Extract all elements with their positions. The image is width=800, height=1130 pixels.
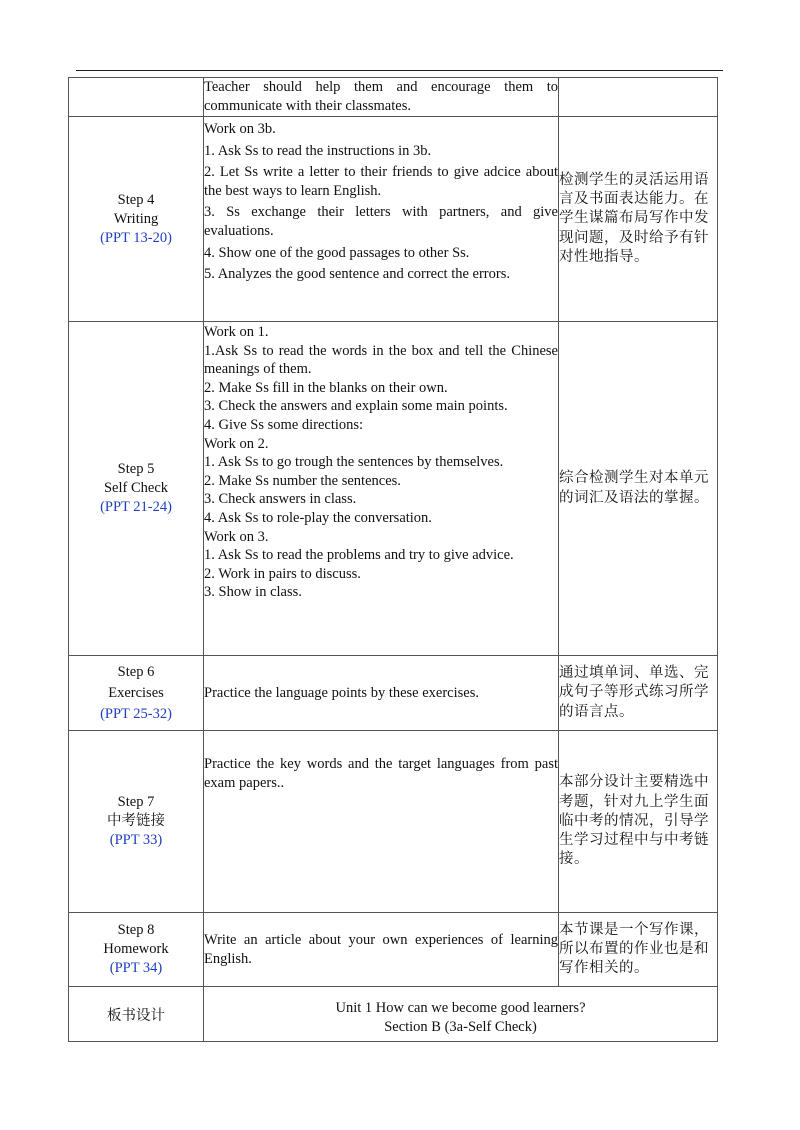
process-line: 2. Make Ss fill in the blanks on their own. xyxy=(204,379,448,396)
process-line: Work on 3. xyxy=(204,528,269,545)
process-line: Work on 3b. xyxy=(204,121,276,137)
board-label: 板书设计 xyxy=(107,1007,165,1024)
process-line: 1. Ask Ss to read the instructions in 3b. xyxy=(204,142,432,159)
table-row-step-5 xyxy=(69,322,718,656)
process-line: 4. Ask Ss to role-play the conversation. xyxy=(204,509,432,526)
ppt-range: (PPT 25-32) xyxy=(100,705,172,722)
process-text: Teacher should help them and encourage them to communicate with their classmates. xyxy=(204,79,558,114)
step-number: Step 7 xyxy=(117,794,155,810)
step-cell xyxy=(69,913,204,987)
process-line: 1. Ask Ss to read the problems and try to give advice. xyxy=(204,547,514,564)
process-line: 4. Give Ss some directions: xyxy=(204,416,364,433)
table-row-step-6 xyxy=(69,656,718,731)
step-cell xyxy=(69,117,204,322)
design-note-cell xyxy=(559,731,718,913)
board-label-cell xyxy=(69,987,204,1042)
design-note-cell xyxy=(559,322,718,656)
step-name: 中考链接 xyxy=(107,813,165,829)
process-line: 1.Ask Ss to read the words in the box and tell the Chinese meanings of them. xyxy=(204,342,558,378)
step-number: Step 4 xyxy=(117,191,155,208)
process-cell xyxy=(204,731,559,913)
process-line: 4. Show one of the good passages to other Ss. xyxy=(204,244,470,261)
process-line: 2. Let Ss write a letter to their friends to give adcice about the best ways to learn English. xyxy=(204,164,558,199)
process-line: 2. Make Ss number the sentences. xyxy=(204,472,401,489)
process-line: Write an article about your own experiences of learning English. xyxy=(204,931,558,967)
lesson-plan-table xyxy=(68,77,718,1042)
design-note: 本部分设计主要精选中考题，针对九上学生面临中考的情况，引导学生学习过程中与中考链接。 xyxy=(559,774,709,868)
design-note: 本节课是一个写作课，所以布置的作业也是和写作相关的。 xyxy=(559,921,709,977)
process-cell xyxy=(204,322,559,656)
process-line: Work on 1. xyxy=(204,324,269,340)
process-line: 2. Work in pairs to discuss. xyxy=(204,565,361,582)
table-row-board xyxy=(69,987,718,1042)
process-line: 3. Show in class. xyxy=(204,584,302,601)
process-line: 3. Check answers in class. xyxy=(204,491,357,508)
process-line: 1. Ask Ss to go trough the sentences by themselves. xyxy=(204,454,504,471)
design-note-cell xyxy=(559,656,718,731)
table-row-step-7 xyxy=(69,731,718,913)
step-cell xyxy=(69,322,204,656)
design-note-cell xyxy=(559,117,718,322)
step-name: Homework xyxy=(103,941,169,957)
process-line: Practice the language points by these exercises. xyxy=(204,684,479,701)
process-line: 3. Check the answers and explain some main points. xyxy=(204,398,508,415)
table-row-step-8 xyxy=(69,913,718,987)
process-cell xyxy=(204,656,559,731)
step-cell xyxy=(69,656,204,731)
design-note-cell xyxy=(559,913,718,987)
step-cell xyxy=(69,731,204,913)
process-line: Practice the key words and the target languages from past exam papers.. xyxy=(204,756,558,791)
process-cell xyxy=(204,117,559,322)
board-content-cell xyxy=(204,987,718,1042)
design-note: 通过填单词、单选、完成句子等形式练习所学的语言点。 xyxy=(559,665,709,720)
board-line-2: Section B (3a-Self Check) xyxy=(384,1019,537,1035)
note-cell-empty xyxy=(559,78,718,117)
step-name: Self Check xyxy=(103,480,169,496)
ppt-range: (PPT 33) xyxy=(109,832,163,848)
step-name: Exercises xyxy=(108,684,164,701)
design-note: 检测学生的灵活运用语言及书面表达能力。在学生谋篇布局写作中发现问题，及时给予有针对性地指导。 xyxy=(559,171,709,265)
step-number: Step 6 xyxy=(117,663,155,680)
table-row-step-4 xyxy=(69,117,718,322)
process-line: 3. Ss exchange their letters with partners, and give evaluations. xyxy=(204,204,558,239)
ppt-range: (PPT 21-24) xyxy=(100,499,172,515)
design-note: 综合检测学生对本单元的词汇及语法的掌握。 xyxy=(559,470,709,506)
board-line-1: Unit 1 How can we become good learners? xyxy=(335,1000,586,1016)
ppt-range: (PPT 13-20) xyxy=(100,229,172,246)
process-cell xyxy=(204,78,559,117)
header-rule xyxy=(76,70,723,71)
table-row-continued xyxy=(69,78,718,117)
process-line: 5. Analyzes the good sentence and correct the errors. xyxy=(204,266,510,283)
step-number: Step 5 xyxy=(117,461,155,477)
process-line: Work on 2. xyxy=(204,435,269,452)
step-number: Step 8 xyxy=(117,922,155,938)
process-cell xyxy=(204,913,559,987)
ppt-range: (PPT 34) xyxy=(109,960,163,976)
step-name: Writing xyxy=(113,210,159,227)
step-cell-empty xyxy=(69,78,204,117)
